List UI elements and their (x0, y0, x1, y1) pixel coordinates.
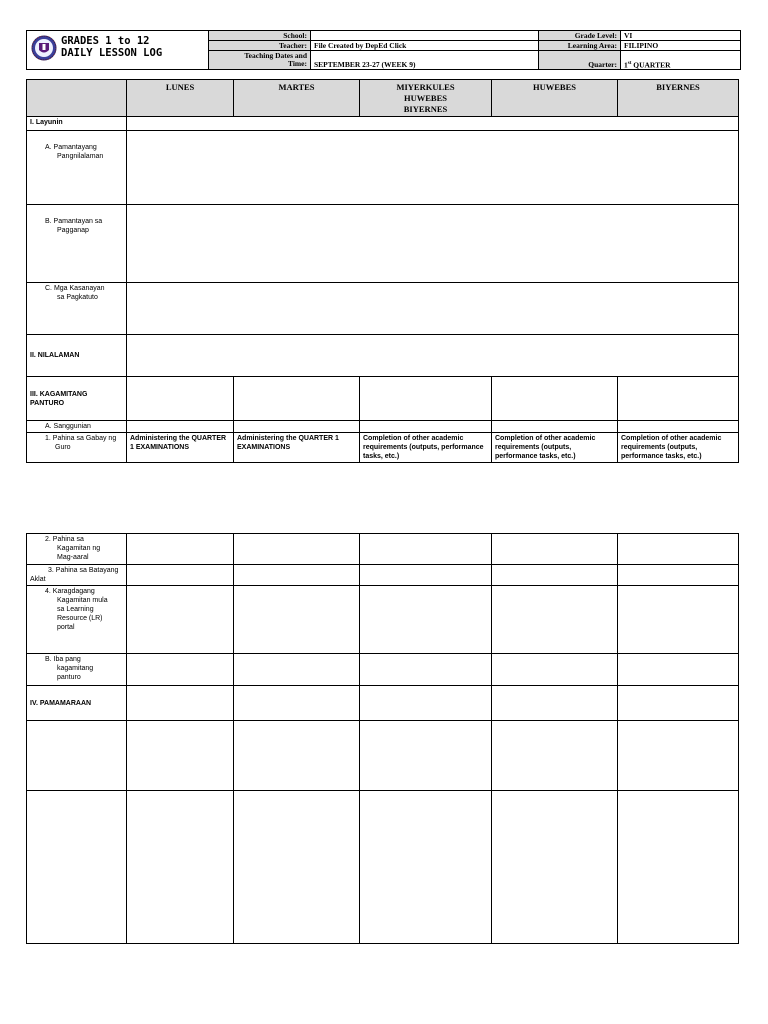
pamantayang-line1: A. Pamantayang (45, 144, 97, 151)
kagamitan-huwebes-cell[interactable] (492, 377, 618, 421)
row-pamantayan-pagganap (27, 205, 739, 283)
mag-aaral-miyerkules-cell[interactable] (360, 534, 492, 565)
gabay-line2: Guro (55, 444, 71, 451)
gabay-line1: 1. Pahina sa Gabay ng (45, 435, 117, 442)
gabay-huwebes-cell[interactable]: Completion of other academic requirements (outputs, performance tasks, etc.) (492, 433, 618, 463)
karagdagang-miyerkules-cell[interactable] (360, 586, 492, 654)
row-batayang-aklat (27, 565, 739, 586)
procedure-1-label (27, 721, 127, 791)
gabay-lunes-cell[interactable]: Administering the QUARTER 1 EXAMINATIONS (127, 433, 234, 463)
row-pamamaraan (27, 686, 739, 721)
teaching-dates-label-line1: Teaching Dates and (244, 51, 307, 60)
nilalaman-cell[interactable] (127, 335, 739, 377)
day-martes: MARTES (234, 80, 360, 117)
procedure-2-martes-cell[interactable] (234, 791, 360, 944)
kasanayan-line2: sa Pagkatuto (57, 294, 98, 301)
teacher-value[interactable]: File Created by DepEd Click (311, 41, 539, 51)
row-nilalaman (27, 335, 739, 377)
mag-aaral-line2: Kagamitan ng (57, 545, 101, 552)
mag-aaral-biyernes-cell[interactable] (618, 534, 739, 565)
iba-martes-cell[interactable] (234, 654, 360, 686)
karagdagang-biyernes-cell[interactable] (618, 586, 739, 654)
row-kagamitang-panturo (27, 377, 739, 421)
day-miyerkules-line2: HUWEBES (404, 93, 447, 103)
kagamitan-miyerkules-cell[interactable] (360, 377, 492, 421)
row-layunin (27, 117, 739, 131)
karagdagang-kagamitan-label (27, 586, 127, 654)
sanggunian-biyernes-cell[interactable] (618, 421, 739, 433)
header-info-table (208, 30, 741, 70)
pamamaraan-miyerkules-cell[interactable] (360, 686, 492, 721)
gabay-ng-guro-label (27, 433, 127, 463)
mag-aaral-lunes-cell[interactable] (127, 534, 234, 565)
day-header-row (27, 80, 739, 117)
kagamitan-line1: III. KAGAMITANG (30, 390, 88, 398)
deped-seal-icon (31, 33, 57, 65)
sanggunian-label: A. Sanggunian (27, 421, 127, 433)
school-value[interactable] (311, 31, 539, 41)
pagganap-line1: B. Pamantayan sa (45, 218, 103, 225)
gabay-miyerkules-cell[interactable]: Completion of other academic requirements (outputs, performance tasks, etc.) (360, 433, 492, 463)
iba-miyerkules-cell[interactable] (360, 654, 492, 686)
procedure-1-huwebes-cell[interactable] (492, 721, 618, 791)
row-sanggunian (27, 421, 739, 433)
quarter-label: Quarter: (539, 51, 621, 70)
procedure-1-lunes-cell[interactable] (127, 721, 234, 791)
procedure-2-miyerkules-cell[interactable] (360, 791, 492, 944)
teaching-dates-label (209, 51, 311, 70)
iba-lunes-cell[interactable] (127, 654, 234, 686)
day-miyerkules (360, 80, 492, 117)
pagganap-line2: Pagganap (57, 227, 89, 234)
sanggunian-huwebes-cell[interactable] (492, 421, 618, 433)
row-procedure-1 (27, 721, 739, 791)
kagamitan-mag-aaral-label (27, 534, 127, 565)
grade-level-value[interactable]: VI (621, 31, 741, 41)
learning-area-value[interactable]: FILIPINO (621, 41, 741, 51)
karagdagang-lunes-cell[interactable] (127, 586, 234, 654)
day-huwebes: HUWEBES (492, 80, 618, 117)
sanggunian-miyerkules-cell[interactable] (360, 421, 492, 433)
row-iba-pang-kagamitan (27, 654, 739, 686)
teaching-dates-value[interactable]: SEPTEMBER 23-27 (WEEK 9) (311, 51, 539, 70)
batayang-line2: Aklat (30, 576, 46, 583)
lesson-log-table-part2 (26, 533, 739, 944)
karagdagang-line1: 4. Karagdagang (45, 588, 95, 595)
sanggunian-lunes-cell[interactable] (127, 421, 234, 433)
kasanayan-line1: C. Mga Kasanayan (45, 285, 105, 292)
quarter-value-number: 1 (624, 60, 628, 69)
karagdagang-line3: sa Learning (57, 606, 94, 613)
batayang-huwebes-cell[interactable] (492, 565, 618, 586)
iba-huwebes-cell[interactable] (492, 654, 618, 686)
gabay-martes-cell[interactable]: Administering the QUARTER 1 EXAMINATIONS (234, 433, 360, 463)
pamamaraan-label: IV. PAMAMARAAN (27, 686, 127, 721)
row-karagdagang-kagamitan (27, 586, 739, 654)
procedure-1-biyernes-cell[interactable] (618, 721, 739, 791)
batayang-martes-cell[interactable] (234, 565, 360, 586)
pamantayang-pangnilalaman-label (27, 131, 127, 205)
batayang-line1: 3. Pahina sa Batayang (48, 567, 119, 574)
kagamitan-lunes-cell[interactable] (127, 377, 234, 421)
quarter-value-suffix: st (627, 60, 632, 66)
layunin-cell[interactable] (127, 117, 739, 131)
iba-pang-kagamitan-label (27, 654, 127, 686)
procedure-2-label (27, 791, 127, 944)
log-title-line2: DAILY LESSON LOG (61, 47, 163, 59)
quarter-value-text: QUARTER (631, 60, 671, 69)
kagamitan-martes-cell[interactable] (234, 377, 360, 421)
mag-aaral-line1: 2. Pahina sa (45, 536, 84, 543)
row-pamantayang-pangnilalaman (27, 131, 739, 205)
procedure-1-martes-cell[interactable] (234, 721, 360, 791)
row-gabay-ng-guro (27, 433, 739, 463)
batayang-miyerkules-cell[interactable] (360, 565, 492, 586)
corner-cell (27, 80, 127, 117)
row-procedure-2 (27, 791, 739, 944)
iba-line2: kagamitang (57, 665, 94, 672)
karagdagang-martes-cell[interactable] (234, 586, 360, 654)
log-title-line1: GRADES 1 to 12 (61, 35, 150, 47)
pamantayang-line2: Pangnilalaman (57, 153, 104, 160)
lesson-log-table-part1 (26, 79, 739, 463)
procedure-2-lunes-cell[interactable] (127, 791, 234, 944)
pamamaraan-lunes-cell[interactable] (127, 686, 234, 721)
school-label: School: (209, 31, 311, 41)
day-miyerkules-line3: BIYERNES (403, 104, 448, 114)
karagdagang-line2: Kagamitan mula (57, 597, 108, 604)
karagdagang-line4: Resource (LR) (57, 615, 103, 622)
nilalaman-label: II. NILALAMAN (27, 335, 127, 377)
kagamitan-biyernes-cell[interactable] (618, 377, 739, 421)
procedure-1-miyerkules-cell[interactable] (360, 721, 492, 791)
mag-aaral-line3: Mag-aaral (57, 554, 89, 561)
mag-aaral-martes-cell[interactable] (234, 534, 360, 565)
pamamaraan-martes-cell[interactable] (234, 686, 360, 721)
iba-line3: panturo (57, 674, 81, 681)
teaching-dates-label-line2: Time: (287, 59, 307, 68)
karagdagang-huwebes-cell[interactable] (492, 586, 618, 654)
procedure-2-huwebes-cell[interactable] (492, 791, 618, 944)
procedure-2-biyernes-cell[interactable] (618, 791, 739, 944)
kasanayan-label (27, 283, 127, 335)
day-biyernes: BIYERNES (618, 80, 739, 117)
batayang-aklat-label (27, 565, 127, 586)
karagdagang-line5: portal (57, 624, 75, 631)
row-kasanayan (27, 283, 739, 335)
log-title (61, 35, 162, 59)
pamantayan-pagganap-cell[interactable] (127, 205, 739, 283)
batayang-biyernes-cell[interactable] (618, 565, 739, 586)
iba-biyernes-cell[interactable] (618, 654, 739, 686)
teacher-label: Teacher: (209, 41, 311, 51)
pamantayan-pagganap-label (27, 205, 127, 283)
iba-line1: B. Iba pang (45, 656, 81, 663)
sanggunian-martes-cell[interactable] (234, 421, 360, 433)
batayang-lunes-cell[interactable] (127, 565, 234, 586)
quarter-value[interactable] (621, 51, 741, 70)
day-lunes: LUNES (127, 80, 234, 117)
learning-area-label: Learning Area: (539, 41, 621, 51)
mag-aaral-huwebes-cell[interactable] (492, 534, 618, 565)
kagamitang-panturo-label (27, 377, 127, 421)
layunin-label: I. Layunin (27, 117, 127, 131)
gabay-biyernes-cell[interactable]: Completion of other academic requirements (outputs, performance tasks, etc.) (618, 433, 739, 463)
kasanayan-cell[interactable] (127, 283, 739, 335)
day-miyerkules-line1: MIYERKULES (396, 82, 455, 92)
grade-level-label: Grade Level: (539, 31, 621, 41)
row-kagamitan-mag-aaral (27, 534, 739, 565)
pamamaraan-huwebes-cell[interactable] (492, 686, 618, 721)
pamantayang-pangnilalaman-cell[interactable] (127, 131, 739, 205)
pamamaraan-biyernes-cell[interactable] (618, 686, 739, 721)
kagamitan-line2: PANTURO (30, 399, 65, 407)
